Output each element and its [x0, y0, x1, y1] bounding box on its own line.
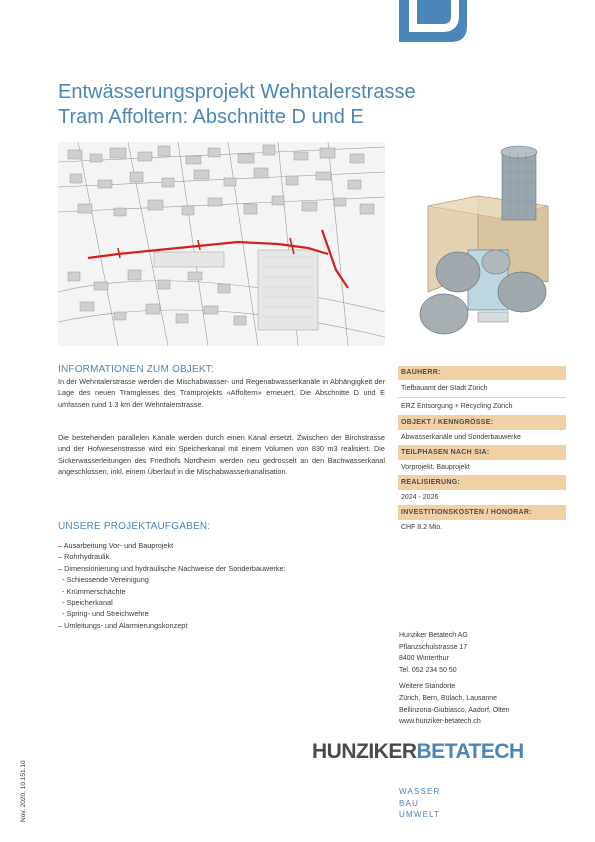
phases-value: Vorprojekt, Bauprojekt: [398, 460, 566, 476]
list-item: - Spring- und Streichwehre: [62, 609, 149, 619]
logo-part-2: BETATECH: [416, 740, 524, 763]
info-heading: INFORMATIONEN ZUM OBJEKT:: [58, 364, 214, 375]
list-item: - Speicherkanal: [62, 598, 113, 608]
phases-heading: TEILPHASEN NACH SIA:: [398, 446, 566, 460]
logo-tab-icon: [399, 0, 467, 42]
list-item: – Umleitungs- und Alarmierungskonzept: [58, 620, 188, 630]
logo-part-1: HUNZIKER: [312, 740, 417, 763]
tagline-water: WASSER: [399, 787, 441, 796]
other-locations-1: Zürich, Bern, Bülach, Lausanne: [399, 694, 498, 702]
render-graphic: [398, 142, 566, 346]
tasks-list: [58, 540, 385, 631]
title-line-1: Entwässerungsprojekt Wehntalerstrasse: [58, 81, 416, 103]
tagline: [399, 786, 441, 821]
document-code: Nov. 2020, 10.151.10: [20, 760, 27, 822]
info-paragraph-2: Die bestehenden parallelen Kanäle werden durch einen Kanal ersetzt. Zwischen der Birchstrasse und der Hofwiesenstrasse wird ein Speicherkanal mit einem Volumen von 830 m3 realisiert. Die Sickerwasserleitungen des Friedhofs Nordheim werden neu gedrosselt an den Bachwasserkanal angeschlossen, inkl. einem Überlauf in die Mischabwasserkanalisation.: [58, 433, 385, 477]
list-item: – Rohrhydraulik: [58, 552, 110, 562]
list-item: – Ausarbeitung Vor- und Bauprojekt: [58, 541, 174, 550]
tagline-environment: UMWELT: [399, 810, 441, 819]
website-link[interactable]: www.hunziker-betatech.ch: [399, 718, 481, 726]
other-locations-heading: Weitere Standorte: [399, 683, 456, 691]
realization-value: 2024 - 2026: [398, 490, 566, 506]
list-item: – Dimensionierung und hydraulische Nachweise der Sonderbauwerke:: [58, 563, 286, 573]
company-street: Pflanzschulstrasse 17: [399, 643, 468, 651]
realization-heading: REALISIERUNG:: [398, 476, 566, 490]
tagline-building: BAU: [399, 798, 420, 808]
client-value-1: Tiefbauamt der Stadt Zürich: [398, 380, 566, 398]
tasks-heading: UNSERE PROJEKTAUFGABEN:: [58, 521, 211, 532]
company-name: Hunziker Betatech AG: [399, 632, 468, 639]
client-heading: BAUHERR:: [398, 366, 566, 380]
route-map-image: [58, 142, 385, 346]
other-locations-2: Bellinzona-Giubiasco, Aadorf, Olten: [399, 706, 510, 714]
title-line-2: Tram Affoltern: Abschnitte D und E: [58, 106, 364, 128]
info-paragraph-1: In der Wehntalerstrasse werden die Mischabwasser- und Regenabwasserkanäle in Abhängigkeit der Lage des neuen Tramgleises des Tramprojekts «Affoltern» erneuert. Die Abschnitte D und E umfassen rund 1.3 km der Wehntalerstrasse.: [58, 377, 385, 409]
page-title: [58, 80, 538, 130]
object-heading: OBJEKT / KENNGRÖSSE:: [398, 416, 566, 430]
company-logo: [312, 740, 522, 770]
client-value-2: ERZ Entsorgung + Recycling Zürich: [398, 398, 566, 416]
costs-heading: INVESTITIONSKOSTEN / HONORAR:: [398, 506, 566, 520]
company-phone: Tel. 052 234 50 50: [399, 666, 457, 674]
list-item: - Krümmerschächte: [62, 586, 126, 596]
contact-block: [399, 630, 567, 728]
costs-value: CHF 8.2 Mio.: [401, 524, 443, 531]
map-graphic: [58, 142, 385, 346]
company-city: 8400 Winterthur: [399, 655, 449, 663]
structure-render-image: [398, 142, 566, 346]
project-facts: [398, 366, 566, 536]
object-value: Abwasserkanäle und Sonderbauwerke: [398, 430, 566, 446]
list-item: - Schiessende Vereinigung: [62, 575, 149, 585]
